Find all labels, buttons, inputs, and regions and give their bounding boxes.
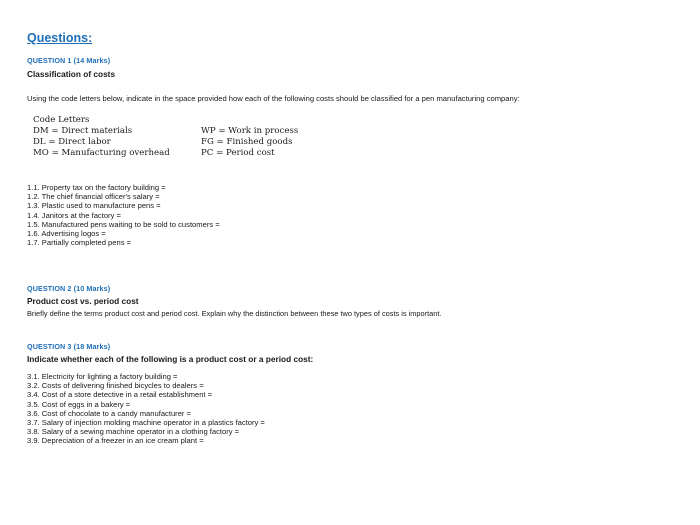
list-item: 3.5. Cost of eggs in a bakery = bbox=[27, 399, 131, 409]
code-mo: MO = Manufacturing overhead bbox=[33, 148, 170, 158]
question-1-label: QUESTION 1 (14 Marks) bbox=[27, 56, 111, 65]
list-item: 3.1. Electricity for lighting a factory building = bbox=[27, 372, 178, 381]
list-item: 3.4. Cost of a store detective in a retail establishment = bbox=[27, 390, 213, 400]
list-item: 1.1. Property tax on the factory building = bbox=[27, 183, 166, 192]
list-item: 1.4. Janitors at the factory = bbox=[27, 210, 121, 220]
question-3-items bbox=[27, 372, 265, 446]
code-dm: DM = Direct materials bbox=[33, 126, 133, 136]
list-item: 3.6. Cost of chocolate to a candy manufacturer = bbox=[27, 408, 191, 418]
code-fg: FG = Finished goods bbox=[201, 137, 293, 147]
code-pc: PC = Period cost bbox=[201, 148, 275, 158]
code-letters-title: Code Letters bbox=[33, 115, 90, 125]
list-item: 1.7. Partially completed pens = bbox=[27, 238, 132, 248]
list-item: 3.8. Salary of a sewing machine operator in a clothing factory = bbox=[27, 427, 240, 437]
list-item: 3.2. Costs of delivering finished bicycles to dealers = bbox=[27, 381, 204, 391]
list-item: 1.2. The chief financial officer's salary = bbox=[27, 192, 160, 202]
question-3-label: QUESTION 3 (18 Marks) bbox=[27, 342, 111, 351]
page-heading: Questions: bbox=[27, 31, 93, 45]
question-1-instruction: Using the code letters below, indicate in the space provided how each of the following costs should be classified for a pen manufacturing company: bbox=[27, 94, 520, 103]
list-item: 3.7. Salary of injection molding machine operator in a plastics factory = bbox=[27, 418, 265, 428]
list-item: 1.3. Plastic used to manufacture pens = bbox=[27, 201, 161, 211]
question-2-subtitle: Product cost vs. period cost bbox=[27, 296, 139, 306]
question-1-subtitle: Classification of costs bbox=[27, 69, 116, 79]
question-1-items bbox=[27, 183, 220, 247]
code-wp: WP = Work in process bbox=[201, 126, 299, 136]
list-item: 3.9. Depreciation of a freezer in an ice cream plant = bbox=[27, 436, 204, 446]
code-dl: DL = Direct labor bbox=[33, 137, 111, 147]
list-item: 1.5. Manufactured pens waiting to be sold to customers = bbox=[27, 219, 220, 229]
question-2-instruction: Briefly define the terms product cost and period cost. Explain why the distinction between these two types of costs is important. bbox=[27, 309, 442, 318]
question-3-subtitle: Indicate whether each of the following is a product cost or a period cost: bbox=[27, 354, 314, 364]
question-2-label: QUESTION 2 (10 Marks) bbox=[27, 284, 111, 293]
list-item: 1.6. Advertising logos = bbox=[27, 229, 106, 239]
